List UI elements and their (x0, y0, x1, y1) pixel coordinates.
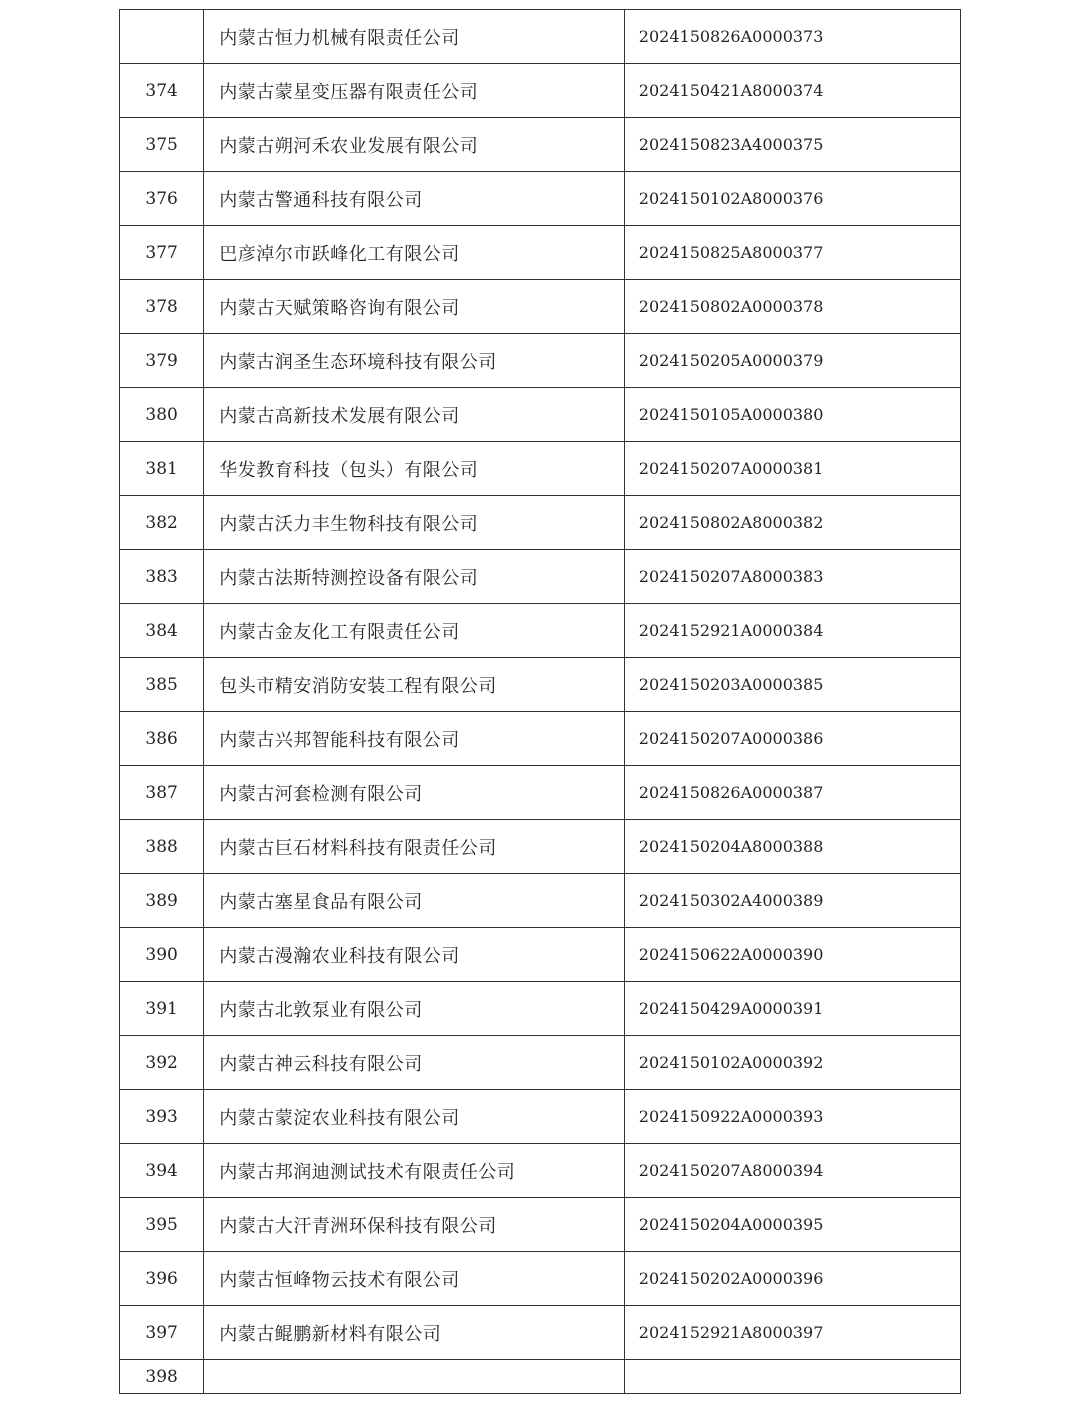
table-row (120, 118, 961, 172)
company-name: 内蒙古高新技术发展有限公司 (204, 388, 625, 442)
company-name: 内蒙古法斯特测控设备有限公司 (204, 550, 625, 604)
registration-code: 2024150802A8000382 (624, 496, 960, 550)
row-number: 391 (120, 982, 204, 1036)
company-name: 内蒙古蒙淀农业科技有限公司 (204, 1090, 625, 1144)
row-number: 397 (120, 1306, 204, 1360)
registration-code: 2024150429A0000391 (624, 982, 960, 1036)
registration-code: 2024150825A8000377 (624, 226, 960, 280)
table-row (120, 604, 961, 658)
row-number: 374 (120, 64, 204, 118)
registration-code: 2024150102A0000392 (624, 1036, 960, 1090)
row-number: 382 (120, 496, 204, 550)
registration-code: 2024152921A0000384 (624, 604, 960, 658)
row-number: 387 (120, 766, 204, 820)
table-row (120, 226, 961, 280)
table-row (120, 1306, 961, 1360)
company-name: 内蒙古兴邦智能科技有限公司 (204, 712, 625, 766)
registration-code: 2024150205A0000379 (624, 334, 960, 388)
registration-code: 2024150302A4000389 (624, 874, 960, 928)
company-registry-table (119, 9, 961, 1394)
registration-code: 2024150421A8000374 (624, 64, 960, 118)
row-number: 394 (120, 1144, 204, 1198)
row-number: 375 (120, 118, 204, 172)
company-name: 内蒙古蒙星变压器有限责任公司 (204, 64, 625, 118)
row-number: 385 (120, 658, 204, 712)
registration-code: 2024150105A0000380 (624, 388, 960, 442)
company-name: 内蒙古恒峰物云技术有限公司 (204, 1252, 625, 1306)
table-row (120, 928, 961, 982)
registration-code: 2024150802A0000378 (624, 280, 960, 334)
company-name: 内蒙古润圣生态环境科技有限公司 (204, 334, 625, 388)
registration-code: 2024150826A0000373 (624, 10, 960, 64)
row-number: 378 (120, 280, 204, 334)
table-row (120, 982, 961, 1036)
registration-code: 2024150102A8000376 (624, 172, 960, 226)
row-number: 383 (120, 550, 204, 604)
table-row (120, 64, 961, 118)
table-row (120, 10, 961, 64)
table-row (120, 442, 961, 496)
registration-code: 2024150204A0000395 (624, 1198, 960, 1252)
company-name: 巴彦淖尔市跃峰化工有限公司 (204, 226, 625, 280)
registration-code: 2024150202A0000396 (624, 1252, 960, 1306)
registration-code: 2024150207A0000386 (624, 712, 960, 766)
row-number: 376 (120, 172, 204, 226)
registration-code: 2024150204A8000388 (624, 820, 960, 874)
registration-code: 2024150207A0000381 (624, 442, 960, 496)
table-row (120, 766, 961, 820)
table-row (120, 820, 961, 874)
registration-code: 2024150622A0000390 (624, 928, 960, 982)
company-name: 内蒙古漫瀚农业科技有限公司 (204, 928, 625, 982)
company-name: 内蒙古塞星食品有限公司 (204, 874, 625, 928)
row-number: 395 (120, 1198, 204, 1252)
table-row (120, 1252, 961, 1306)
row-number: 396 (120, 1252, 204, 1306)
company-name: 华发教育科技（包头）有限公司 (204, 442, 625, 496)
table-row (120, 280, 961, 334)
row-number: 398 (120, 1360, 204, 1394)
table-row (120, 712, 961, 766)
row-number: 392 (120, 1036, 204, 1090)
company-name: 内蒙古警通科技有限公司 (204, 172, 625, 226)
company-name (204, 1360, 625, 1394)
table-row (120, 550, 961, 604)
table-row (120, 1090, 961, 1144)
registration-code: 2024150207A8000383 (624, 550, 960, 604)
company-name: 包头市精安消防安装工程有限公司 (204, 658, 625, 712)
table-row (120, 496, 961, 550)
company-name: 内蒙古沃力丰生物科技有限公司 (204, 496, 625, 550)
row-number: 388 (120, 820, 204, 874)
row-number: 380 (120, 388, 204, 442)
row-number: 386 (120, 712, 204, 766)
table-row (120, 1360, 961, 1394)
registration-code (624, 1360, 960, 1394)
table-row (120, 874, 961, 928)
registration-code: 2024150922A0000393 (624, 1090, 960, 1144)
company-name: 内蒙古鲲鹏新材料有限公司 (204, 1306, 625, 1360)
row-number: 377 (120, 226, 204, 280)
registration-code: 2024150203A0000385 (624, 658, 960, 712)
table-row (120, 1198, 961, 1252)
company-name: 内蒙古巨石材料科技有限责任公司 (204, 820, 625, 874)
company-name: 内蒙古神云科技有限公司 (204, 1036, 625, 1090)
company-name: 内蒙古北敦泵业有限公司 (204, 982, 625, 1036)
table-row (120, 388, 961, 442)
row-number: 384 (120, 604, 204, 658)
table-row (120, 1144, 961, 1198)
row-number (120, 10, 204, 64)
registration-code: 2024150823A4000375 (624, 118, 960, 172)
company-name: 内蒙古金友化工有限责任公司 (204, 604, 625, 658)
row-number: 381 (120, 442, 204, 496)
company-name: 内蒙古邦润迪测试技术有限责任公司 (204, 1144, 625, 1198)
company-name: 内蒙古朔河禾农业发展有限公司 (204, 118, 625, 172)
company-name: 内蒙古天赋策略咨询有限公司 (204, 280, 625, 334)
table-row (120, 172, 961, 226)
registration-code: 2024150207A8000394 (624, 1144, 960, 1198)
registration-code: 2024152921A8000397 (624, 1306, 960, 1360)
registration-code: 2024150826A0000387 (624, 766, 960, 820)
company-name: 内蒙古河套检测有限公司 (204, 766, 625, 820)
row-number: 390 (120, 928, 204, 982)
table-row (120, 1036, 961, 1090)
company-name: 内蒙古恒力机械有限责任公司 (204, 10, 625, 64)
company-name: 内蒙古大汗青洲环保科技有限公司 (204, 1198, 625, 1252)
table-row (120, 334, 961, 388)
row-number: 379 (120, 334, 204, 388)
row-number: 393 (120, 1090, 204, 1144)
table-row (120, 658, 961, 712)
row-number: 389 (120, 874, 204, 928)
table-body (120, 10, 961, 1394)
